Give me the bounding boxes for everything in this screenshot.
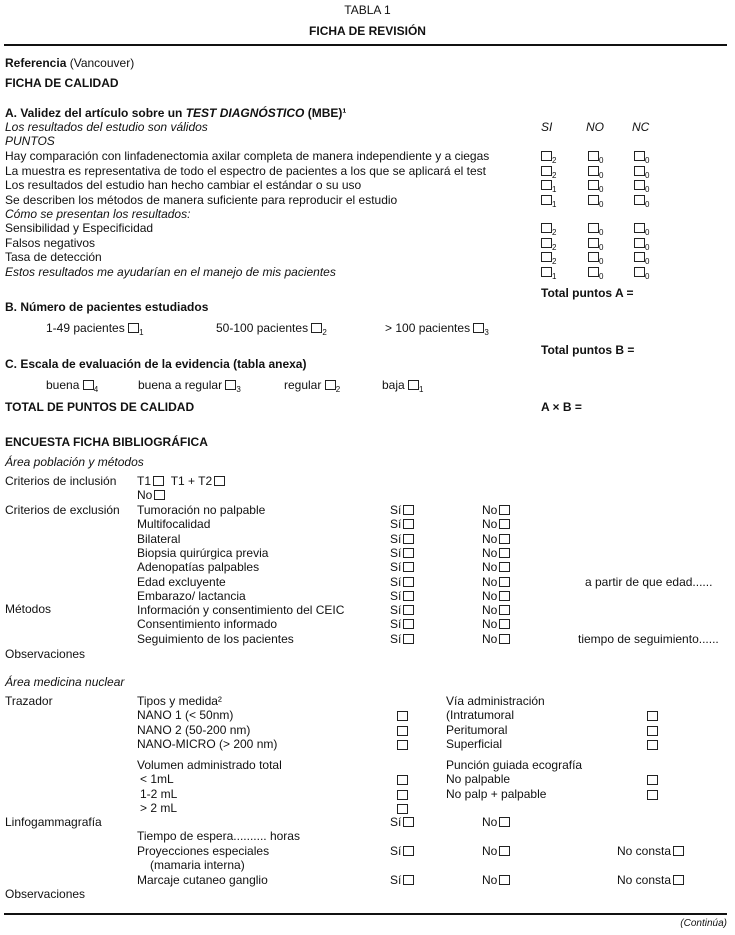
result-nc-box[interactable] [634,267,645,277]
inclusion-no-label: No [137,488,153,502]
no-checkbox[interactable] [499,562,510,572]
survey-row-text: Seguimiento de los pacientes [137,631,294,646]
observations-label: Observaciones [5,647,86,661]
criterion-no-score: 0 [599,156,604,165]
no-label: No [482,617,498,632]
no-label: No [482,603,498,618]
quality-heading: FICHA DE CALIDAD [5,76,119,90]
criterion-nc[interactable] [634,193,649,212]
b-option-checkbox[interactable] [128,323,139,333]
yes-checkbox[interactable] [403,591,414,601]
result-si-box[interactable] [541,267,552,277]
criterion-no-score: 0 [599,199,604,209]
inclusion-no [137,488,165,502]
survey-row-text: Biopsia quirúrgica previa [137,545,269,560]
no-checkbox[interactable] [499,817,510,827]
criterion-nc-score: 0 [645,170,650,180]
total-b: Total puntos B = [541,343,635,357]
not-stated-checkbox[interactable] [673,846,684,856]
result-text: Estos resultados me ayudarían en el manejo de mis pacientes [5,264,336,279]
c-option-label: baja [382,378,405,392]
tracer-type: NANO-MICRO (> 200 nm) [137,737,278,751]
no-label: No [482,517,498,532]
criterion-si-box[interactable] [541,151,552,161]
col-no: NO [586,120,604,134]
bottom-rule [4,913,727,915]
criterion-nc-box[interactable] [634,166,645,176]
result-no-box[interactable] [588,267,599,277]
result-si-box[interactable] [541,252,552,262]
no-checkbox[interactable] [499,619,510,629]
observations2-label: Observaciones [5,887,86,901]
yes-checkbox[interactable] [403,562,414,572]
special-projections: Proyecciones especiales [137,844,270,858]
yes-checkbox[interactable] [403,505,414,515]
c-option-label: regular [284,378,322,392]
survey-row-text: Consentimiento informado [137,617,278,632]
yes-label: Sí [390,517,402,532]
no-option[interactable] [482,844,510,858]
no-option[interactable] [482,632,510,646]
no-checkbox[interactable] [499,605,510,615]
route-option: Peritumoral [446,722,508,737]
no-checkbox[interactable] [499,591,510,601]
yes-checkbox[interactable] [403,817,414,827]
b-option-label: 50-100 pacientes [216,321,309,335]
b-option-label: > 100 pacientes [385,321,471,335]
criterion-si-box[interactable] [541,195,552,205]
inclusion-t1-checkbox[interactable] [153,476,164,486]
route-checkbox[interactable] [647,711,658,721]
c-option[interactable] [284,378,340,397]
section-b-heading: B. Número de pacientes estudiados [5,300,209,314]
result-si-score: 1 [552,271,557,281]
puncture-checkbox[interactable] [647,790,658,800]
reference-value: (Vancouver) [69,56,135,70]
c-option-label: buena a regular [138,378,223,392]
criterion-si-score: 1 [552,199,557,209]
criterion-si-score: 2 [552,170,557,180]
tracer-label: Trazador [5,694,53,708]
survey-row-text: Embarazo/ lactancia [137,588,246,603]
yes-checkbox[interactable] [403,605,414,615]
survey-row-text: Tumoración no palpable [137,503,266,517]
inclusion-t1-label: T1 [137,474,152,488]
yes-label: Sí [390,617,402,632]
result-nc-score: 0 [645,271,650,281]
result-nc-score: 0 [645,257,650,266]
b-option-checkbox[interactable] [473,323,484,333]
criterion-text: La muestra es representativa de todo el espectro de pacientes a los que se aplicará el test [5,163,486,178]
route-checkbox[interactable] [647,740,658,750]
criterion-no-score: 0 [599,185,604,194]
criterion-no[interactable] [588,193,603,212]
section-c-heading: C. Escala de evaluación de la evidencia (tabla anexa) [5,357,307,371]
result-nc-box[interactable] [634,238,645,248]
skin-marking: Marcaje cutaneo ganglio [137,873,268,887]
no-checkbox[interactable] [499,505,510,515]
puncture-option: No palpable [446,772,511,786]
result-text: Sensibilidad y Especificidad [5,221,154,235]
not-stated-option[interactable] [617,873,684,887]
result-si-box[interactable] [541,238,552,248]
criterion-si-score: 2 [552,156,557,165]
criterion-no-score: 0 [599,170,604,180]
survey-row-text: Edad excluyente [137,574,226,589]
c-option-checkbox[interactable] [408,380,419,390]
no-label: No [482,531,498,546]
section-a-heading-em: TEST DIAGNÓSTICO [185,106,305,120]
criterion-nc-score: 0 [645,185,650,194]
no-option[interactable] [482,503,510,517]
not-stated-label: No consta [617,873,672,887]
no-option[interactable] [482,815,510,829]
yes-option[interactable] [390,560,414,574]
result-no-score: 0 [599,271,604,281]
yes-checkbox[interactable] [403,619,414,629]
yes-checkbox[interactable] [403,534,414,544]
exclusion-label: Criterios de exclusión [5,503,120,517]
c-option-score: 1 [419,385,424,394]
no-checkbox[interactable] [499,577,510,587]
no-label: No [482,815,498,829]
section-a-heading-post: (MBE)¹ [304,106,347,120]
section-a-heading [5,106,346,120]
yes-option[interactable] [390,589,414,603]
lympho-label: Linfogammagrafía [5,815,102,829]
yes-checkbox[interactable] [403,634,414,644]
criterion-nc-box[interactable] [634,195,645,205]
survey-row-text: Bilateral [137,531,181,546]
route-option: Superficial [446,737,503,751]
yes-checkbox[interactable] [403,577,414,587]
quality-formula: A × B = [541,400,582,414]
criterion-nc-score: 0 [645,199,650,209]
survey-row-note: a partir de que edad...... [585,574,713,589]
yes-label: Sí [390,545,402,560]
result-nc-box[interactable] [634,252,645,262]
no-label: No [482,631,498,646]
inclusion-options [137,474,225,488]
inclusion-no-checkbox[interactable] [154,490,165,500]
result-nc[interactable] [634,265,649,284]
inclusion-t1t2-label: T1 + T2 [170,474,213,488]
criterion-si[interactable] [541,193,556,212]
yes-option[interactable] [390,517,414,531]
c-option-checkbox[interactable] [83,380,94,390]
yes-label: Sí [390,631,402,646]
result-no-box[interactable] [588,252,599,262]
criterion-si-box[interactable] [541,166,552,176]
no-label: No [482,503,498,517]
result-no-score: 0 [599,228,604,237]
criterion-no-box[interactable] [588,195,599,205]
no-label: No [482,545,498,560]
col-nc: NC [632,120,650,134]
inclusion-t1t2-checkbox[interactable] [214,476,225,486]
result-text: Falsos negativos [5,235,96,250]
b-option-checkbox[interactable] [311,323,322,333]
c-option[interactable] [138,378,241,397]
puncture-heading: Punción guiada ecografía [446,758,583,772]
valid-label: Los resultados del estudio son válidos [5,120,208,134]
b-option[interactable] [216,321,327,340]
yes-label: Sí [390,844,402,858]
not-stated-checkbox[interactable] [673,875,684,885]
yes-option[interactable] [390,532,414,546]
section-a-heading-pre: A. Validez del artículo sobre un [5,106,186,120]
no-option[interactable] [482,603,510,617]
route-heading: Vía administración [446,694,545,708]
b-option[interactable] [46,321,144,340]
volume-checkbox[interactable] [397,804,408,814]
no-checkbox[interactable] [499,846,510,856]
no-checkbox[interactable] [499,875,510,885]
result-text: Tasa de detección [5,250,102,264]
result-si-box[interactable] [541,223,552,233]
tracer-type-checkbox[interactable] [397,711,408,721]
b-option-score: 3 [484,328,489,337]
yes-option[interactable] [390,873,414,887]
puncture-option: No palp + palpable [446,786,547,801]
criterion-si-box[interactable] [541,180,552,190]
col-si: SI [541,120,553,134]
yes-option[interactable] [390,575,414,589]
tracer-type-checkbox[interactable] [397,740,408,750]
no-label: No [482,873,498,887]
volume-option: > 2 mL [140,801,178,815]
criterion-no-box[interactable] [588,180,599,190]
yes-checkbox[interactable] [403,519,414,529]
result-nc-box[interactable] [634,223,645,233]
page-title: FICHA DE REVISIÓN [309,24,426,38]
volume-checkbox[interactable] [397,790,408,800]
no-option[interactable] [482,560,510,574]
reference-line [5,56,134,70]
yes-option[interactable] [390,503,414,517]
result-no-box[interactable] [588,238,599,248]
criterion-nc-box[interactable] [634,151,645,161]
result-no-score: 0 [599,257,604,266]
tracer-type: NANO 2 (50-200 nm) [137,722,251,737]
area-population: Área población y métodos [5,455,144,469]
no-checkbox[interactable] [499,519,510,529]
points-label: PUNTOS [5,134,55,148]
no-option[interactable] [482,873,510,887]
tracer-type-checkbox[interactable] [397,726,408,736]
criterion-text: Se describen los métodos de manera suficiente para reproducir el estudio [5,192,398,207]
yes-option[interactable] [390,617,414,631]
methods-label: Métodos [5,602,52,616]
area-nuclear: Área medicina nuclear [5,675,125,689]
criterion-no-box[interactable] [588,166,599,176]
yes-label: Sí [390,574,402,589]
no-option[interactable] [482,575,510,589]
continue-note: (Continúa) [680,918,727,929]
total-a: Total puntos A = [541,286,634,300]
criterion-si-score: 1 [552,185,557,194]
yes-checkbox[interactable] [403,548,414,558]
volume-checkbox[interactable] [397,775,408,785]
yes-label: Sí [390,503,402,517]
volume-heading: Volumen administrado total [137,758,282,772]
yes-option[interactable] [390,844,414,858]
yes-label: Sí [390,588,402,603]
table-label: TABLA 1 [344,3,391,17]
c-option[interactable] [46,378,98,397]
reference-label: Referencia [5,56,67,70]
result-si-score: 2 [552,228,557,237]
yes-label: Sí [390,815,402,829]
result-si-score: 2 [552,242,557,252]
c-option[interactable] [382,378,423,397]
c-option-checkbox[interactable] [225,380,236,390]
result-si[interactable] [541,265,556,284]
volume-option: < 1mL [140,772,174,786]
b-option-score: 2 [322,328,327,337]
not-stated-label: No consta [617,844,672,858]
criterion-no-box[interactable] [588,151,599,161]
yes-option[interactable] [390,546,414,560]
survey-row-text: Multifocalidad [137,517,211,532]
c-option-score: 4 [93,385,99,394]
result-nc-score: 0 [645,228,650,237]
yes-checkbox[interactable] [403,846,414,856]
c-option-score: 3 [236,385,241,394]
survey-row-text: Adenopatías palpables [137,560,260,575]
b-option-label: 1-49 pacientes [46,321,125,335]
survey-row-text: Información y consentimiento del CEIC [137,603,345,618]
criterion-text: Los resultados del estudio han hecho cambiar el estándar o su uso [5,178,362,192]
no-checkbox[interactable] [499,534,510,544]
result-nc-score: 0 [645,242,650,252]
yes-checkbox[interactable] [403,875,414,885]
no-option[interactable] [482,532,510,546]
no-option[interactable] [482,546,510,560]
no-option[interactable] [482,617,510,631]
yes-label: Sí [390,603,402,618]
not-stated-option[interactable] [617,844,684,858]
b-option[interactable] [385,321,489,340]
result-no[interactable] [588,265,603,284]
wait-time: Tiempo de espera.......... horas [137,829,300,843]
result-no-score: 0 [599,242,604,252]
yes-option[interactable] [390,603,414,617]
route-checkbox[interactable] [647,726,658,736]
no-checkbox[interactable] [499,548,510,558]
tracer-type: NANO 1 (< 50nm) [137,708,234,722]
c-option-checkbox[interactable] [325,380,336,390]
results-label: Cómo se presentan los resultados: [5,207,191,221]
volume-option: 1-2 mL [140,786,178,801]
no-checkbox[interactable] [499,634,510,644]
criterion-nc-score: 0 [645,156,650,165]
no-label: No [482,844,498,858]
yes-label: Sí [390,873,402,887]
yes-label: Sí [390,531,402,546]
no-label: No [482,574,498,589]
total-quality: TOTAL DE PUNTOS DE CALIDAD [5,400,195,414]
criterion-text: Hay comparación con linfadenectomia axilar completa de manera independiente y a ciegas [5,149,490,163]
criterion-nc-box[interactable] [634,180,645,190]
c-option-label: buena [46,378,80,392]
yes-option[interactable] [390,632,414,646]
types-heading: Tipos y medida² [137,694,222,708]
result-si-score: 2 [552,257,557,266]
survey-heading: ENCUESTA FICHA BIBLIOGRÁFICA [5,435,208,449]
c-option-score: 2 [335,385,341,394]
route-option: (Intratumoral [446,708,515,722]
result-no-box[interactable] [588,223,599,233]
no-option[interactable] [482,589,510,603]
puncture-checkbox[interactable] [647,775,658,785]
no-label: No [482,588,498,603]
no-option[interactable] [482,517,510,531]
yes-label: Sí [390,560,402,575]
mammary-note: (mamaria interna) [150,858,245,872]
survey-row-note: tiempo de seguimiento...... [578,631,719,646]
b-option-score: 1 [139,328,144,337]
top-rule [4,44,727,46]
no-label: No [482,560,498,575]
yes-option[interactable] [390,815,414,829]
inclusion-label: Criterios de inclusión [5,474,117,488]
